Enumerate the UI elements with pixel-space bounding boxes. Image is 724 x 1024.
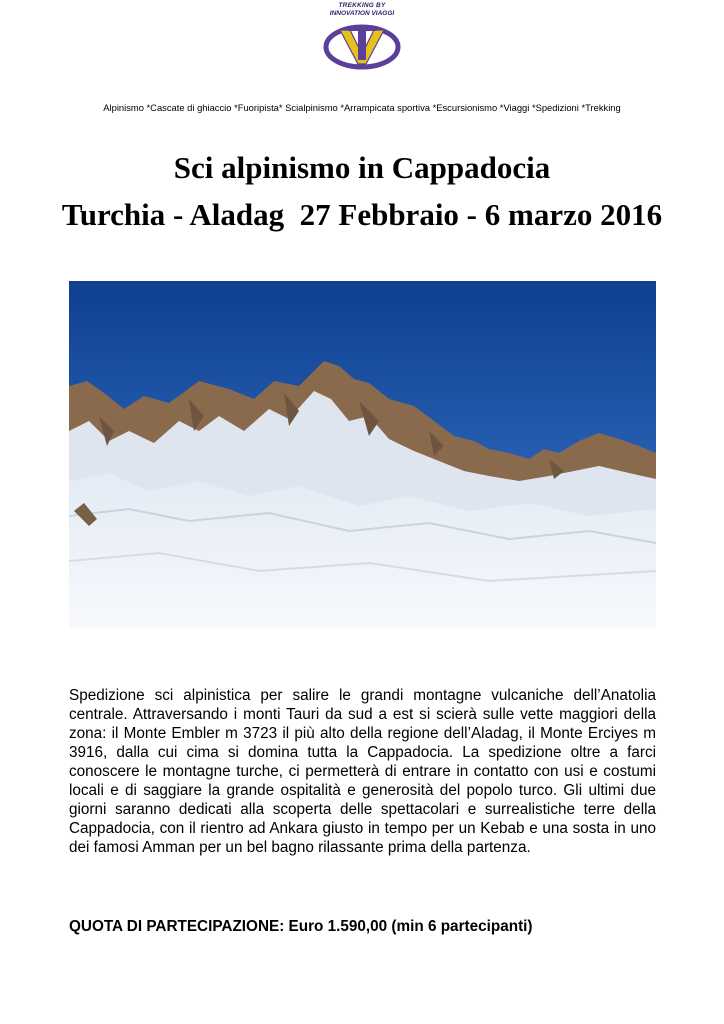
company-logo <box>300 2 424 72</box>
logo-line-1: TREKKING BY <box>338 2 386 9</box>
activities-tagline: Alpinismo *Cascate di ghiaccio *Fuoripista* Scialpinismo *Arrampicata sportiva *Escursionismo *Viaggi *Spedizioni *Trekking <box>103 102 621 113</box>
page-subtitle: Turchia - Aladag 27 Febbraio - 6 marzo 2016 <box>61 197 663 232</box>
logo-emblem-icon <box>300 16 424 72</box>
logo-line-2: INNOVATION VIAGGI <box>329 10 395 17</box>
price-info: QUOTA DI PARTECIPAZIONE: Euro 1.590,00 (min 6 partecipanti) <box>69 918 533 935</box>
page-title: Sci alpinismo in Cappadocia <box>173 150 551 185</box>
mountain-icon <box>69 281 656 629</box>
mountain-photo <box>69 281 656 629</box>
trip-description: Spedizione sci alpinistica per salire le grandi montagne vulcaniche dell’Anatolia centrale. Attraversando i monti Tauri da sud a est si scierà sulle vette maggiori della zona: il Monte Embler m 3723 il più alto della regione dell’Aladag, il Monte Erciyes m 3916, dalla cui cima si domina tutta la Cappadocia. La spedizione oltre a farci conoscere le montagne turche, ci permetterà di entrare in contatto con usi e costumi locali e di saggiare la grande ospitalità e generosità del popolo turco. Gli ultimi due giorni saranno dedicati alla scoperta delle spettacolari e surrealistiche terre della Cappadocia, con il rientro ad Ankara giusto in tempo per un Kebab e una sosta in uno dei famosi Amman per un bel bagno rilassante prima della partenza. <box>69 687 656 856</box>
